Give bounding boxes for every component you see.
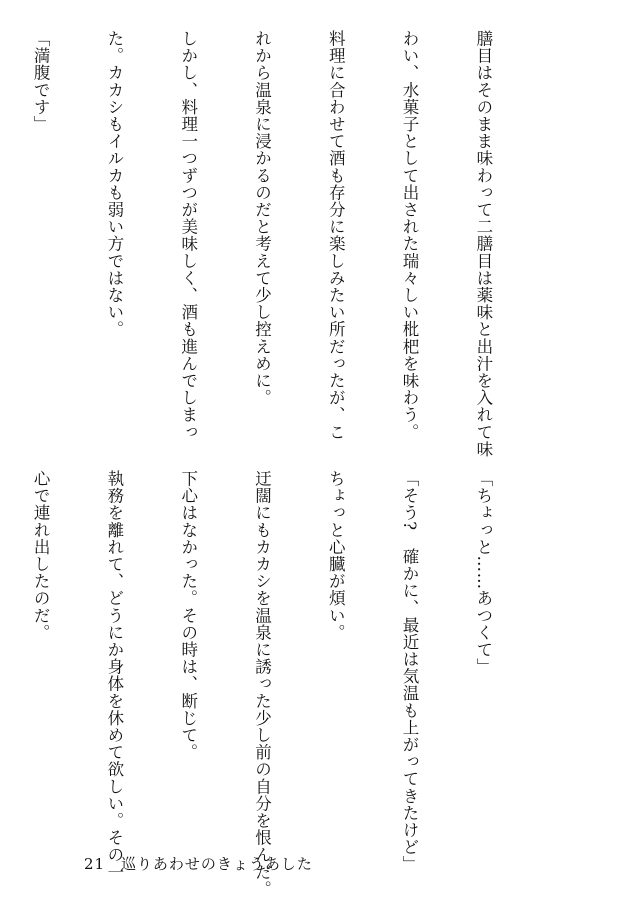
text-line: 料理に合わせて酒も存分に楽しみたい所だったが、こ [326,30,346,441]
text-line: 「そう? 確かに、最近は気温も上がってきたけど」 [400,470,420,873]
upper-text-block [31,30,544,458]
text-line: わい、水菓子として出された瑞々しい枇杷を味わう。 [400,30,420,441]
text-line: 下心はなかった。その時は、断じて。 [178,470,198,761]
text-line: しかし、料理一つずつが美味しく、酒も進んでしまっ [178,30,198,441]
page-number: 21 [84,855,106,873]
text-line: 「満腹です」 [31,30,51,133]
page-footer [84,853,313,877]
text-line: 心で連れ出したのだ。 [31,470,51,641]
text-line: ちょっと心臓が煩い。 [326,470,346,641]
book-title: 巡りあわせのきょうあした [120,855,313,873]
text-line: た。カカシもイルカも弱い方ではない。 [104,30,124,338]
text-line: 膳目はそのまま味わって二膳目は薬味と出汁を入れて味 [473,30,493,458]
text-line: 執務を離れて、どうにか身体を休めて欲しい。その一 [104,470,124,881]
text-line: れから温泉に浸かるのだと考えて少し控えめに。 [252,30,272,407]
text-line: 「ちょっと……あつくて」 [473,470,493,676]
text-line: 迂闊にもカカシを温泉に誘った少し前の自分を恨んだ。 [252,470,272,898]
